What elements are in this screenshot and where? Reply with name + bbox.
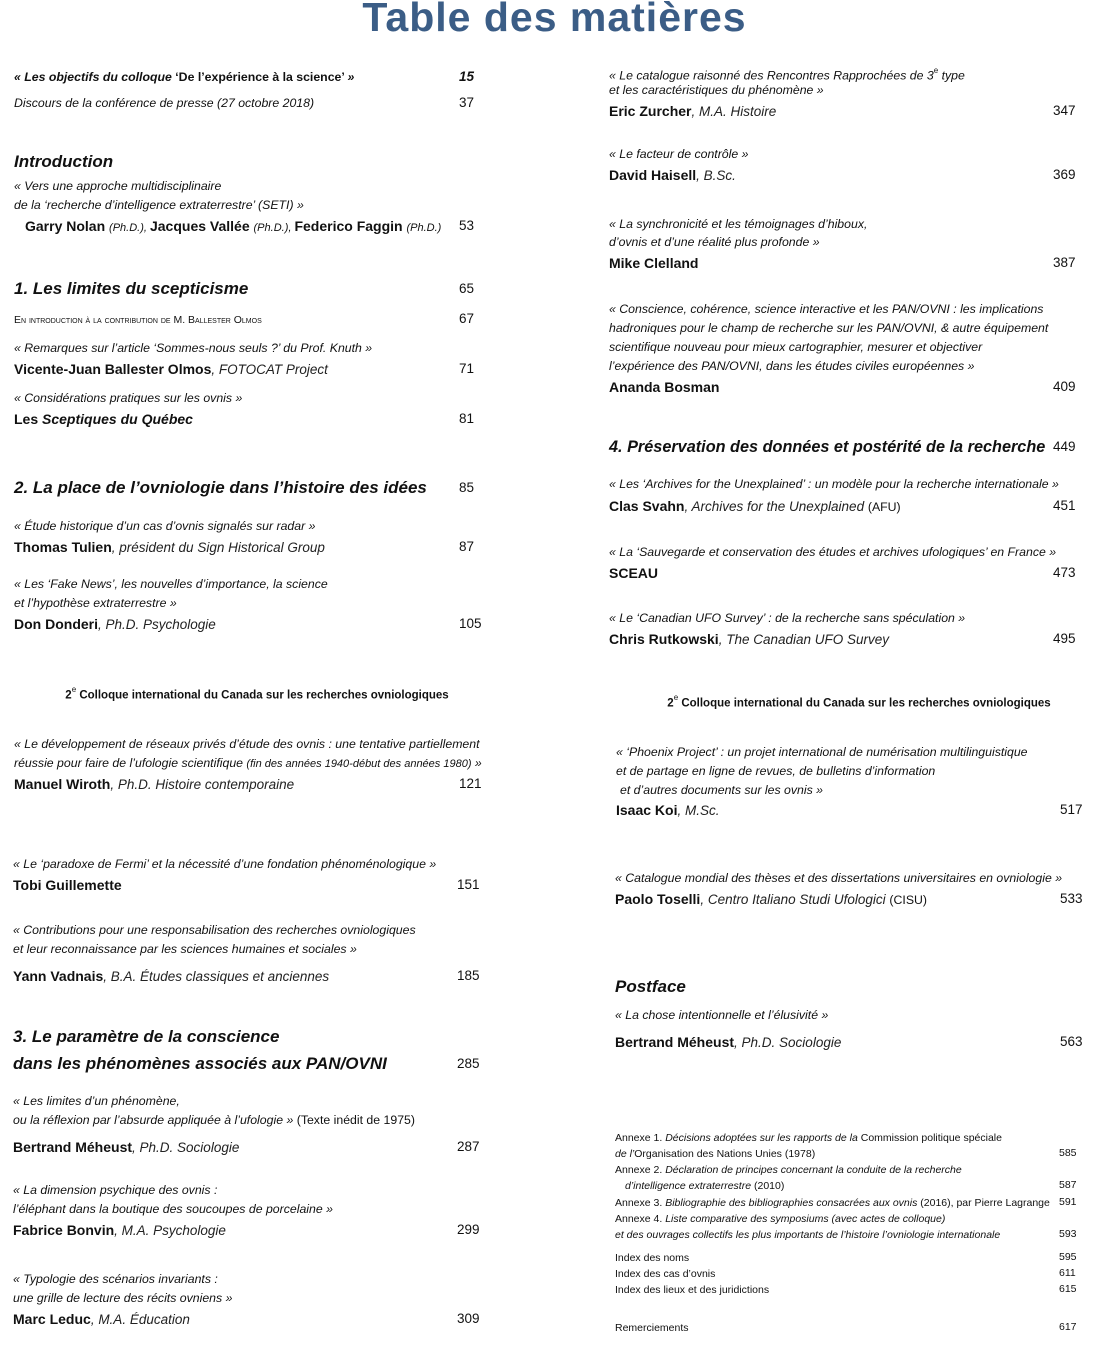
toc-entry-line [13,1138,239,1156]
author-name: Les [14,411,43,427]
author-affiliation: , Ph.D. Psychologie [98,617,216,632]
entry-title: « Le facteur de contrôle » [609,147,749,161]
toc-entry-line [14,410,193,428]
heading-text: dans les phénomènes associés aux PAN/OVNI [13,1054,387,1073]
entry-title: et les caractéristiques du phénomène » [609,83,824,97]
entry-text: Index des lieux et des juridictions [615,1284,770,1296]
credential: (Ph.D.), [109,222,150,234]
toc-entry-line [615,1318,689,1336]
page-number: 369 [1053,167,1076,182]
toc-entry-line [25,217,441,235]
author-name: Garry Nolan [25,218,110,234]
author-name: Vicente-Juan Ballester Olmos [14,361,212,377]
author-affiliation: , président du [111,540,198,555]
heading-text: Introduction [14,152,114,171]
toc-entry-line [616,762,935,780]
entry-title: d’ovnis et d’une réalité plus profonde » [609,235,820,249]
entry-text: Annexe 1. [615,1132,666,1144]
entry-title: « Vers une approche multidisciplinaire [14,179,222,193]
author-name: David Haisell [609,167,697,183]
page-number: 299 [457,1222,480,1237]
entry-text: ‘De l’expérience à la science’ [175,70,348,84]
toc-entry-line [13,1181,217,1199]
entry-title: « Le catalogue raisonné des Rencontres Rapprochées de 3 [609,68,934,83]
entry-title: « Contributions pour une responsabilisation des recherches ovniologiques [13,923,416,937]
page-number: 615 [1059,1283,1077,1295]
toc-entry-line [609,357,974,375]
toc-entry-line [609,475,1059,493]
page-title: Table des matières [362,0,747,40]
colloque-banner [0,681,557,702]
author-affiliation: , M.A. Éducation [90,1312,190,1327]
author-affiliation: , Ph.D. Sociologie [132,1140,240,1155]
author-name: Chris Rutkowski [609,631,719,647]
toc-entry-line [14,575,328,593]
toc-entry-line [13,1289,232,1307]
toc-entry-line [13,940,357,958]
entry-text: Bibliographie des bibliographies consacrées aux ovnis [665,1197,921,1209]
toc-entry-line [616,743,1028,761]
heading-text: 2. La place de l’ovniologie dans l’histoire des idées [14,478,427,497]
entry-text: (2010) [753,1180,785,1192]
page-number: 285 [457,1056,480,1071]
entry-text: Déclaration de principes concernant la conduite de la recherche [665,1164,962,1176]
entry-text: Décisions adoptées sur les rapports de la [665,1132,861,1144]
toc-entry-line [609,215,867,233]
toc-entry-line [14,754,482,772]
toc-entry-line [13,855,436,873]
author-affiliation: , Archives for the Unexplained [684,499,868,514]
credential: (Ph.D.) [406,222,442,234]
author-affiliation: , Ph.D. Histoire contemporaine [110,777,295,792]
entry-title: « Typologie des scénarios invariants : [13,1272,218,1286]
entry-title: ou la réflexion par l’absurde appliquée à l’ufologie » [13,1113,297,1127]
toc-entry-line [14,594,177,612]
entry-title: hadroniques pour le champ de recherche sur les PAN/OVNI, & autre équipement [609,321,1049,335]
toc-entry-line [615,1033,841,1051]
entry-text: 2 [667,697,674,710]
page-number: 617 [1059,1321,1077,1333]
entry-title: réussie pour faire de l’ufologie scientifique [14,756,247,770]
entry-text: (AFU) [867,500,901,514]
entry-title: « La ‘Sauvegarde et conservation des études et archives ufologiques’ en France » [609,545,1057,559]
toc-entry-line [13,1270,218,1288]
toc-entry-line [14,389,242,407]
toc-entry-line [609,300,1043,318]
entry-text: e [71,685,77,694]
page-number: 587 [1059,1179,1077,1191]
page-number: 287 [457,1139,480,1154]
entry-text: Annexe 4. [615,1213,666,1225]
entry-title: « Conscience, cohérence, science interactive et les PAN/OVNI : les implications [609,302,1044,316]
page-number: 533 [1060,891,1083,906]
entry-title: et de partage en ligne de revues, de bulletins d’information [616,764,936,778]
toc-entry-line [620,781,823,799]
page-number: 563 [1060,1034,1083,1049]
credential: (fin des années 1940-début des années 1980) [246,758,472,770]
author-name: Jacques Vallée [149,218,254,234]
toc-entry-line [609,609,965,627]
section-heading [609,438,1045,456]
entry-title: « Le ‘paradoxe de Fermi’ et la nécessité d’une fondation phénoménologique » [13,857,437,871]
toc-entry-line [609,254,698,272]
toc-entry-line [14,94,314,112]
entry-title: » [471,756,482,770]
page-number: 15 [459,69,475,84]
entry-text: Annexe 2. [615,1164,666,1176]
entry-text: Annexe 3. [615,1197,666,1209]
toc-entry-line [609,543,1056,561]
author-name: Tobi Guillemette [13,877,122,893]
page-number: 309 [457,1311,480,1326]
entry-title: « La dimension psychique des ovnis : [13,1183,218,1197]
entry-text: 2 [65,689,72,702]
entry-text: e [933,66,939,75]
page-number: 65 [459,281,475,296]
entry-title: l’éléphant dans la boutique des soucoupes de porcelaine » [13,1202,333,1216]
entry-title: « Le développement de réseaux privés d’étude des ovnis : une tentative partiellement [14,737,480,751]
entry-title: » [347,70,355,84]
author-name: Ananda Bosman [609,379,720,395]
author-name: Marc Leduc [13,1311,91,1327]
page-number: 87 [459,539,475,554]
toc-entry-line [14,310,262,328]
entry-text: (2016), par Pierre Lagrange [920,1197,1050,1209]
credential: (Ph.D.), [253,222,295,234]
toc-entry-line [609,166,736,184]
entry-text: Index des noms [615,1252,690,1264]
entry-title: type [938,68,965,83]
page-number: 611 [1059,1267,1076,1279]
entry-title: une grille de lecture des récits ovniens » [13,1291,233,1305]
page-number: 591 [1059,1196,1077,1208]
toc-entry-line [14,517,315,535]
entry-text: Commission politique spéciale [860,1132,1002,1144]
entry-title: « Les ‘Fake News’, les nouvelles d’importance, la science [14,577,328,591]
toc-entry-line [609,497,901,515]
toc-entry-line [14,339,372,357]
page-number: 85 [459,480,475,495]
author-affiliation: , The Canadian UFO Survey [718,632,890,647]
page-number: 71 [459,361,475,376]
author-name: Isaac Koi [616,802,678,818]
toc-entry-line [13,921,416,939]
author-affiliation: , B.A. Études classiques et anciennes [103,969,330,984]
toc-entry-line [13,1092,180,1110]
toc-entry-line [609,81,824,99]
toc-entry-line [609,62,965,83]
toc-entry-line [14,538,325,556]
entry-text: Organisation des Nations Unies (1978) [634,1148,816,1160]
section-heading [14,280,248,298]
author-name: Clas Svahn [609,498,685,514]
page-number: 473 [1053,565,1076,580]
entry-title: « Étude historique d’un cas d’ovnis signalés sur radar » [14,519,316,533]
entry-title: « Les limites d’un phénomène, [13,1094,180,1108]
entry-text: et des ouvrages collectifs les plus importants de l’histoire l’ovniologie internationale [615,1229,1001,1241]
author-name: Yann Vadnais [13,968,104,984]
toc-entry-line [14,360,328,378]
toc-entry-line [13,1221,226,1239]
entry-title: « La chose intentionnelle et l’élusivité » [615,1008,829,1022]
entry-title: « Considérations pratiques sur les ovnis » [14,391,243,405]
toc-entry-line [13,967,329,985]
entry-title: scientifique nouveau pour mieux cartographier, mesurer et objectiver [609,340,983,354]
toc-entry-line [609,630,889,648]
author-name: Manuel Wiroth [14,776,111,792]
entry-title: « La synchronicité et les témoignages d’hiboux, [609,217,868,231]
entry-title: « Les objectifs du colloque [14,70,176,84]
page-number: 451 [1053,498,1076,513]
entry-title: et d’autres documents sur les ovnis » [620,783,824,797]
author-affiliation: , Ph.D. Sociologie [734,1035,842,1050]
toc-entry-line [609,378,719,396]
toc-entry-line [609,102,776,120]
entry-text: (CISU) [889,893,927,907]
entry-text: Colloque international du Canada sur les recherches ovniologiques [678,697,1051,710]
page-number: 495 [1053,631,1076,646]
author-name: Paolo Toselli [615,891,701,907]
page-number: 449 [1053,439,1076,454]
author-name: Don Donderi [14,616,98,632]
author-affiliation: , M.A. Histoire [691,104,777,119]
entry-text: (Texte inédit de 1975) [296,1113,415,1127]
page-number: 585 [1059,1147,1077,1159]
section-heading [13,1055,387,1073]
toc-entry-line [615,869,1062,887]
page-number: 53 [459,218,475,233]
colloque-banner [559,689,1109,710]
entry-title: l’expérience des PAN/OVNI, dans les études civiles européennes » [609,359,975,373]
toc-entry-line [609,233,820,251]
toc-entry-line [615,890,927,908]
toc-entry-line [14,68,354,86]
toc-entry-line [13,1200,333,1218]
section-heading [14,479,427,497]
toc-entry-line [14,615,216,633]
toc-entry-line [615,1280,769,1298]
toc-entry-line [609,319,1048,337]
entry-text: En introduction à la contribution de M. Ballester Olmos [14,314,262,326]
page-number: 185 [457,968,480,983]
heading-text: 4. Préservation des données et postérité de la recherche [609,437,1046,456]
author-affiliation: , Centro Italiano Studi Ufologici [700,892,890,907]
entry-title: et l’hypothèse extraterrestre » [14,596,177,610]
author-affiliation: , FOTOCAT Project [211,362,328,377]
toc-entry-line [615,1006,828,1024]
heading-text: 3. Le paramètre de la conscience [13,1027,280,1046]
entry-title: « Remarques sur l’article ‘Sommes-nous seuls ?’ du Prof. Knuth » [14,341,373,355]
author-name: Fabrice Bonvin [13,1222,115,1238]
toc-entry-line [625,1176,784,1194]
entry-text: de l’ [615,1148,635,1160]
author-name: Bertrand Méheust [13,1139,133,1155]
page-number: 151 [457,877,480,892]
entry-text: e [673,693,679,702]
heading-text: 1. Les limites du scepticisme [14,279,249,298]
author-name: Federico Faggin [294,218,407,234]
heading-text: Postface [615,977,686,996]
page-number: 409 [1053,379,1076,394]
author-name: Eric Zurcher [609,103,692,119]
entry-text: Liste comparative des symposiums (avec actes de colloque) [665,1213,946,1225]
page-number: 105 [459,616,482,631]
toc-entry-line [609,145,748,163]
entry-text: Remerciements [615,1322,689,1334]
author-affiliation: , M.Sc. [677,803,720,818]
section-heading [615,978,686,996]
toc-entry-line [609,564,658,582]
entry-text: Colloque international du Canada sur les recherches ovniologiques [76,689,449,702]
page-number: 595 [1059,1251,1077,1263]
toc-entry-line [13,876,122,894]
author-affiliation: , B.Sc. [696,168,736,183]
page-number: 67 [459,311,475,326]
entry-title: et leur reconnaissance par les sciences humaines et sociales » [13,942,357,956]
author-name: Bertrand Méheust [615,1034,735,1050]
page-number: 81 [459,411,475,426]
toc-entry-line [14,196,304,214]
page-number: 387 [1053,255,1076,270]
toc-entry-line [14,735,480,753]
entry-title: de la ‘recherche d’intelligence extraterrestre’ (SETI) » [14,198,304,212]
toc-entry-line [14,775,294,793]
author-affiliation: , M.A. Psychologie [114,1223,226,1238]
page-number: 121 [459,776,482,791]
author-name: SCEAU [609,565,659,581]
page-number: 37 [459,95,475,110]
author-name: Thomas Tulien [14,539,112,555]
author-name: Sceptiques du Québec [42,411,193,427]
page-number: 517 [1060,802,1083,817]
entry-title: « Catalogue mondial des thèses et des dissertations universitaires en ovniologie » [615,871,1063,885]
toc-entry-line [13,1111,415,1129]
entry-title: « Le ‘Canadian UFO Survey’ : de la recherche sans spéculation » [609,611,966,625]
entry-text: Index des cas d’ovnis [615,1268,716,1280]
toc-entry-line [616,801,720,819]
entry-text: d’intelligence extraterrestre [625,1180,754,1192]
author-name: Mike Clelland [609,255,699,271]
page-number: 593 [1059,1228,1077,1240]
section-heading [13,1028,279,1046]
section-heading [14,153,113,171]
entry-title: Discours de la conférence de presse (27 octobre 2018) [14,96,315,110]
entry-title: « ‘Phoenix Project’ : un projet international de numérisation multilinguistique [616,745,1028,759]
toc-entry-line [615,1225,1000,1243]
toc-entry-line [13,1310,190,1328]
entry-title: « Les ‘Archives for the Unexplained’ : un modèle pour la recherche internationale » [609,477,1059,491]
page-number: 347 [1053,103,1076,118]
toc-entry-line [609,338,982,356]
toc-entry-line [14,177,221,195]
author-affiliation: Sign Historical Group [197,540,325,555]
